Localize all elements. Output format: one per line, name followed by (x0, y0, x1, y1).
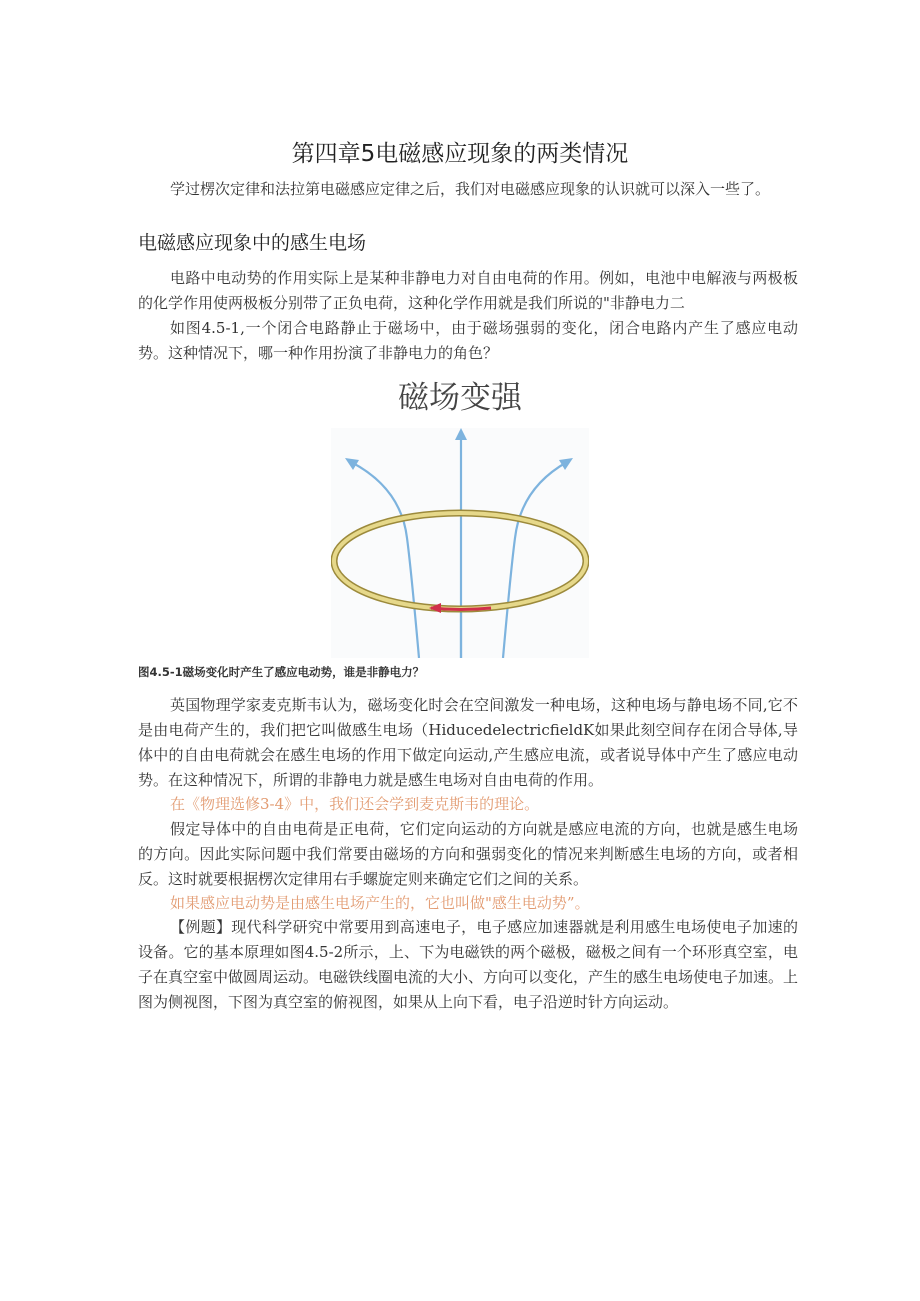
side-note-1: 在《物理选修3-4》中，我们还会学到麦克斯韦的理论。 (170, 795, 540, 813)
intro-paragraph: 学过楞次定律和法拉第电磁感应定律之后，我们对电磁感应现象的认识就可以深入一些了。 (170, 180, 771, 198)
section-heading: 电磁感应现象中的感生电场 (138, 232, 367, 254)
page-title: 第四章5电磁感应现象的两类情况 (291, 141, 629, 167)
paragraph-2: 如图4.5-1,一个闭合电路静止于磁场中，由于磁场强弱的变化，闭合电路内产生了感应电动势。这种情况下，哪一种作用扮演了非静电力的角色？ (138, 319, 798, 362)
paragraph-3: 英国物理学家麦克斯韦认为，磁场变化时会在空间激发一种电场，这种电场与静电场不同,它不是由电荷产生的，我们把它叫做感生电场（HiducedelectricfieldK如果此刻空间存在闭合导体,导体中的自由电荷就会在感生电场的作用下做定向运动,产生感应电流，或者说导体中产生了感应电动势。在这种情况下，所谓的非静电力就是感生电场对自由电荷的作用。 (138, 696, 798, 789)
paragraph-4: 假定导体中的自由电荷是正电荷，它们定向运动的方向就是感应电流的方向，也就是感生电场的方向。因此实际问题中我们常要由磁场的方向和强弱变化的情况来判断感生电场的方向，或者相反。这时就要根据楞次定律用右手螺旋定则来确定它们之间的关系。 (138, 820, 798, 888)
paragraph-1: 电路中电动势的作用实际上是某种非静电力对自由电荷的作用。例如，电池中电解液与两极板的化学作用使两极板分别带了正负电荷，这种化学作用就是我们所说的"非静电力二 (138, 269, 798, 312)
example-paragraph: 【例题】现代科学研究中常要用到高速电子，电子感应加速器就是利用感生电场使电子加速的设备。它的基本原理如图4.5-2所示，上、下为电磁铁的两个磁极，磁极之间有一个环形真空室，电子在真空室中做圆周运动。电磁铁线圈电流的大小、方向可以变化，产生的感生电场使电子加速。上图为侧视图，下图为真空室的俯视图，如果从上向下看，电子沿逆时针方向运动。 (138, 918, 799, 1011)
figure-caption: 图4.5-1磁场变化时产生了感应电动势，谁是非静电力？ (138, 665, 425, 679)
side-note-2: 如果感应电动势是由感生电场产生的，它也叫做"感生电动势”。 (170, 894, 590, 912)
figure-label: 磁场变强 (398, 380, 522, 416)
induction-ring-figure (331, 428, 589, 658)
